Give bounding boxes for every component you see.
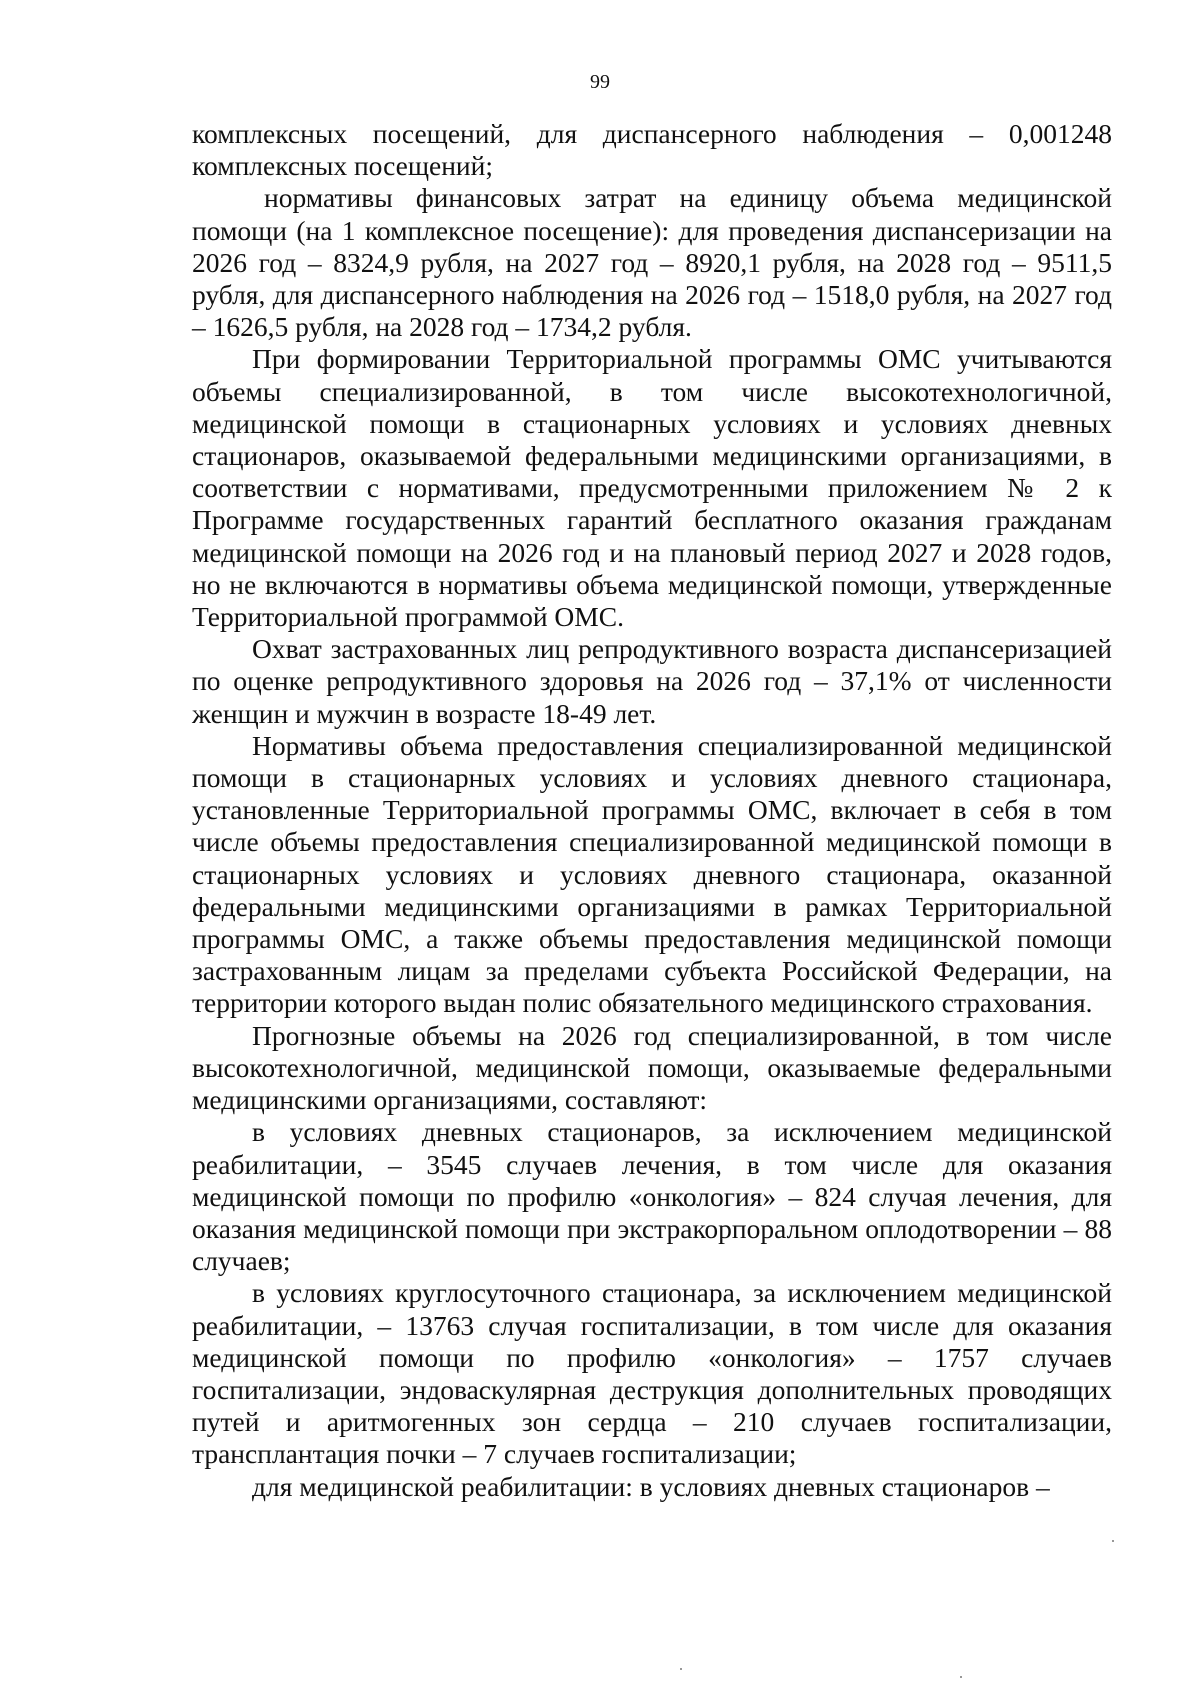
paragraph-2: нормативы финансовых затрат на единицу объема медицинской помощи (на 1 комплексное посещение): для проведения диспансеризации на 2026 год – 8324,9 рубля, на 2027 год – 8920,1 рубля, на 2028 год – 9511,5 рубля, для диспансерного наблюдения на 2026 год – 1518,0 рубля, на 2027 год – 1626,5 рубля, на 2028 год – 1734,2 рубля. — [192, 182, 1112, 343]
paragraph-7: в условиях дневных стационаров, за исключением медицинской реабилитации, – 3545 случаев лечения, в том числе для оказания медицинской помощи по профилю «онкология» – 824 случая лечения, для оказания медицинской помощи при экстракорпоральном оплодотворении – 88 случаев; — [192, 1116, 1112, 1277]
scan-speck — [1112, 1540, 1114, 1542]
paragraph-8: в условиях круглосуточного стационара, за исключением медицинской реабилитации, – 13763 случая госпитализации, в том числе для оказания медицинской помощи по профилю «онкология» – 1757 случаев госпитализации, эндоваскулярная деструкция дополнительных проводящих путей и аритмогенных зон сердца – 210 случаев госпитализации, трансплантация почки – 7 случаев госпитализации; — [192, 1277, 1112, 1470]
scan-speck — [960, 1676, 962, 1678]
paragraph-9: для медицинской реабилитации: в условиях дневных стационаров – — [252, 1470, 1050, 1502]
paragraph-1: комплексных посещений, для диспансерного наблюдения – 0,001248 комплексных посещений; — [192, 118, 1112, 182]
page-number: 99 — [590, 71, 610, 93]
paragraph-4: Охват застрахованных лиц репродуктивного возраста диспансеризацией по оценке репродуктивного здоровья на 2026 год – 37,1% от численности женщин и мужчин в возрасте 18-49 лет. — [192, 633, 1112, 729]
paragraph-3: При формировании Территориальной программы ОМС учитываются объемы специализированной, в том числе высокотехнологичной, медицинской помощи в стационарных условиях и условиях дневных стационаров, оказываемой федеральными медицинскими организациями, в соответствии с нормативами, предусмотренными приложением № 2 к Программе государственных гарантий бесплатного оказания гражданам медицинской помощи на 2026 год и на плановый период 2027 и 2028 годов, но не включаются в нормативы объема медицинской помощи, утвержденные Территориальной программой ОМС. — [192, 343, 1112, 633]
paragraph-6: Прогнозные объемы на 2026 год специализированной, в том числе высокотехнологичной, медицинской помощи, оказываемые федеральными медицинскими организациями, составляют: — [192, 1019, 1112, 1116]
paragraph-5: Нормативы объема предоставления специализированной медицинской помощи в стационарных условиях и условиях дневного стационара, установленные Территориальной программы ОМС, включает в себя в том числе объемы предоставления специализированной медицинской помощи в стационарных условиях и условиях дневного стационара, оказанной федеральными медицинскими организациями в рамках Территориальной программы ОМС, а также объемы предоставления медицинской помощи застрахованным лицам за пределами субъекта Российской Федерации, на территории которого выдан полис обязательного медицинского страхования. — [192, 729, 1112, 1019]
body-text — [192, 118, 1112, 1503]
scan-speck — [680, 1668, 682, 1670]
